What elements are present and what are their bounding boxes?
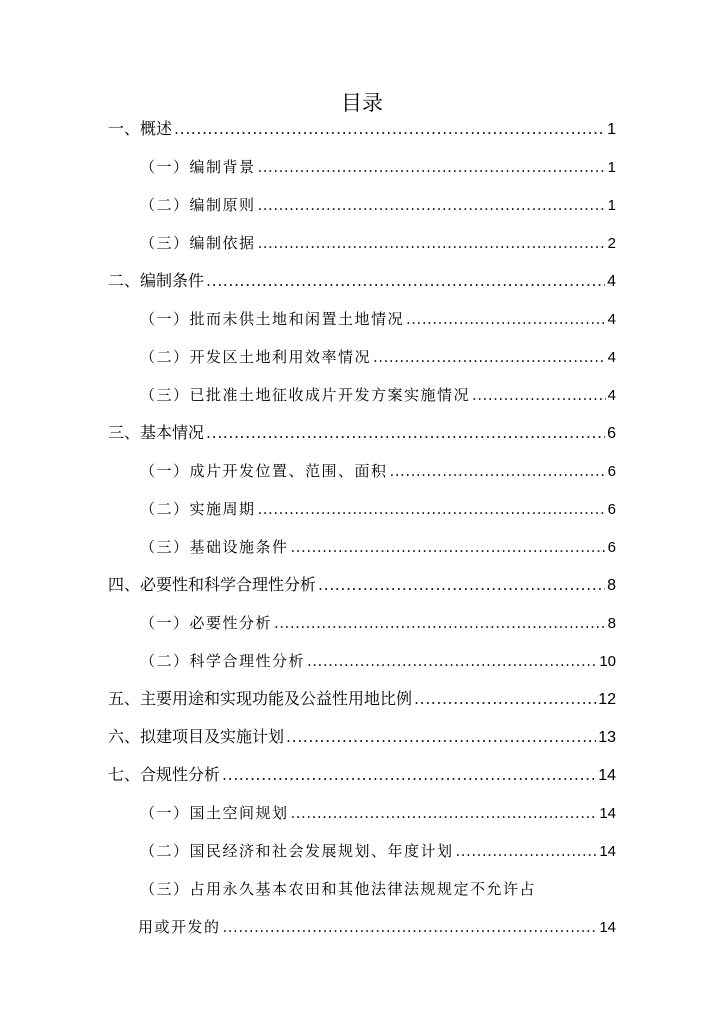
toc-leader-dots [472, 376, 606, 414]
toc-entry[interactable] [140, 186, 616, 224]
toc-leader-dots [456, 832, 598, 870]
toc-entry-label: （一）批而未供土地和闲置土地情况 [140, 310, 405, 328]
toc-entry-label: 一、概述 [108, 119, 173, 138]
toc-entry-page: 6 [607, 501, 616, 518]
toc-leader-dots [286, 718, 596, 756]
toc-entry-page: 14 [599, 843, 616, 860]
toc-leader-dots [258, 224, 606, 262]
toc-entry-label: （三）已批准土地征收成片开发方案实施情况 [140, 386, 471, 404]
toc-leader-dots [414, 680, 596, 718]
toc-entry-label: （二）实施周期 [140, 500, 256, 518]
toc-entry[interactable] [140, 338, 616, 376]
toc-entry[interactable] [108, 414, 616, 452]
toc-entry[interactable] [108, 110, 616, 148]
toc-entry[interactable] [140, 528, 616, 566]
toc-leader-dots [318, 566, 605, 604]
toc-entry[interactable] [108, 756, 616, 794]
toc-leader-dots [406, 300, 606, 338]
toc-entry-label: （一）国土空间规划 [140, 804, 289, 822]
toc-entry-page: 2 [607, 235, 616, 252]
toc-leader-dots [206, 414, 605, 452]
toc-entry[interactable] [140, 490, 616, 528]
toc-leader-dots [291, 794, 598, 832]
toc-entry[interactable] [140, 452, 616, 490]
toc-entry-label: 七、合规性分析 [108, 765, 221, 784]
toc-title: 目录 [341, 91, 383, 115]
toc-entry-label: （一）成片开发位置、范围、面积 [140, 462, 388, 480]
toc-entry[interactable] [140, 148, 616, 186]
toc-entry[interactable] [108, 262, 616, 300]
toc-entry-label: （二）国民经济和社会发展规划、年度计划 [140, 842, 454, 860]
toc-entry-page: 14 [598, 767, 616, 784]
toc-entry-label: （三）基础设施条件 [140, 538, 289, 556]
toc-entry-page: 8 [607, 577, 616, 594]
toc-leader-dots [258, 186, 606, 224]
toc-entry-page: 13 [598, 729, 616, 746]
toc-entry[interactable] [140, 376, 616, 414]
toc-entry-label: 二、编制条件 [108, 271, 205, 290]
toc-entry-page: 1 [607, 159, 616, 176]
toc-entry-page: 4 [607, 387, 616, 404]
toc-leader-dots [307, 642, 597, 680]
toc-entry-page: 6 [607, 425, 616, 442]
toc-entry-page: 4 [607, 273, 616, 290]
toc-entry-page: 6 [607, 539, 616, 556]
toc-entry-label: （一）必要性分析 [140, 614, 273, 632]
toc-entry-page: 1 [607, 121, 616, 138]
toc-entry-label: 六、拟建项目及实施计划 [108, 727, 285, 746]
toc-entry-page: 14 [599, 805, 616, 822]
toc-leader-dots [222, 756, 596, 794]
toc-entry[interactable] [140, 604, 616, 642]
toc-entry-page: 8 [607, 615, 616, 632]
toc-entry[interactable] [138, 908, 616, 946]
toc-entry[interactable] [108, 718, 616, 756]
toc-entry-label: （二）编制原则 [140, 196, 256, 214]
toc-leader-dots [291, 528, 606, 566]
toc-entry-label: （一）编制背景 [140, 158, 256, 176]
toc-entry-page: 14 [599, 919, 616, 936]
toc-leader-dots [274, 604, 606, 642]
toc-leader-dots [390, 452, 606, 490]
toc-entry-wrapped-line1[interactable]: （三）占用永久基本农田和其他法律法规规定不允许占 [140, 880, 537, 898]
toc-entry[interactable] [140, 794, 616, 832]
toc-entry-page: 1 [607, 197, 616, 214]
toc-entry-page: 10 [599, 653, 616, 670]
toc-entry-label: （二）开发区土地利用效率情况 [140, 348, 372, 366]
toc-leader-dots [206, 262, 605, 300]
toc-entry[interactable] [108, 566, 616, 604]
toc-entry-page: 4 [607, 349, 616, 366]
toc-entry[interactable] [140, 642, 616, 680]
toc-entry-label: 三、基本情况 [108, 423, 205, 442]
toc-entry-label: （二）科学合理性分析 [140, 652, 306, 670]
toc-leader-dots [373, 338, 606, 376]
toc-entry-label: 四、必要性和科学合理性分析 [108, 575, 317, 594]
toc-entry-label: （三）编制依据 [140, 234, 256, 252]
toc-leader-dots [174, 110, 605, 148]
toc-entry-page: 6 [607, 463, 616, 480]
toc-leader-dots [258, 490, 606, 528]
toc-leader-dots [223, 908, 598, 946]
toc-entry-page: 12 [598, 691, 616, 708]
toc-entry[interactable] [108, 680, 616, 718]
toc-entry-label: 用或开发的 [138, 918, 221, 936]
toc-leader-dots [258, 148, 606, 186]
toc-entry[interactable] [140, 224, 616, 262]
toc-entry-label: 五、主要用途和实现功能及公益性用地比例 [108, 689, 413, 708]
toc-entry-page: 4 [607, 311, 616, 328]
toc-entry[interactable] [140, 300, 616, 338]
toc-entry[interactable] [140, 832, 616, 870]
